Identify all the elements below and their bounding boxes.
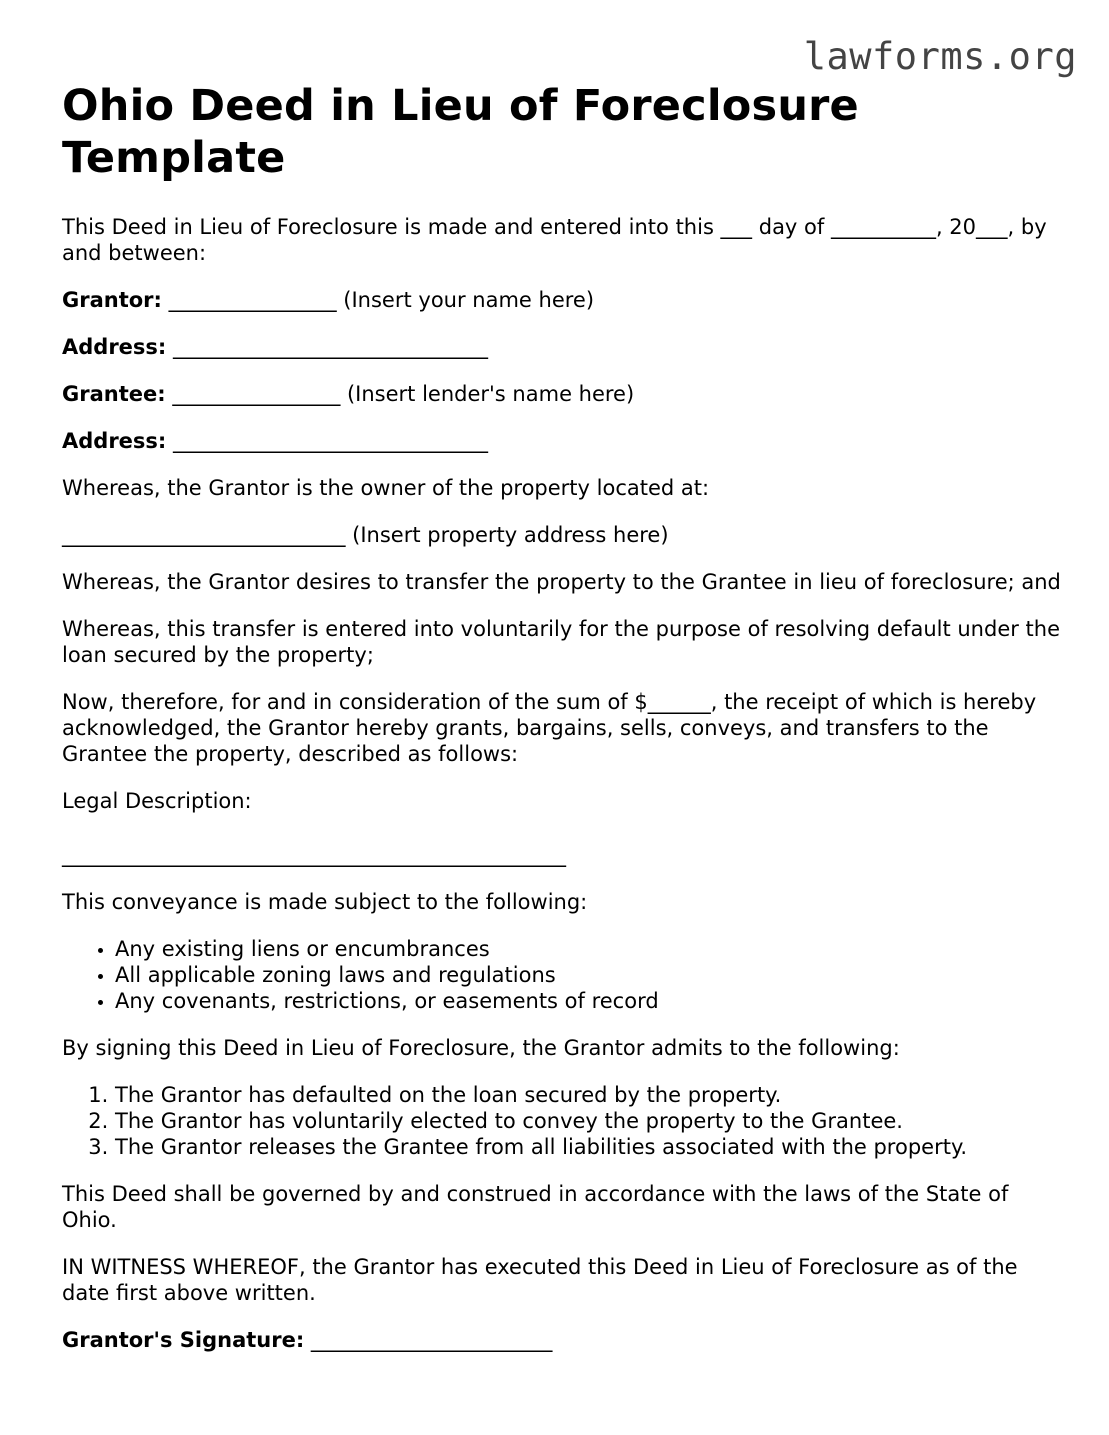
whereas-voluntary-paragraph: Whereas, this transfer is entered into voluntarily for the purpose of resolving default under the loan secured by the property; (62, 617, 1061, 667)
admits-intro-paragraph: By signing this Deed in Lieu of Foreclosure, the Grantor admits to the following: (62, 1036, 900, 1060)
witness-paragraph: IN WITNESS WHEREOF, the Grantor has executed this Deed in Lieu of Foreclosure as of the date first above written. (62, 1255, 1018, 1305)
grantor-label: Grantor: (62, 288, 162, 312)
grantor-value: ________________ (Insert your name here) (161, 288, 595, 312)
list-item: • Any existing liens or encumbrances (115, 936, 1062, 962)
grantor-address-value: ______________________________ (166, 335, 489, 359)
property-address-line: ___________________________ (Insert property address here) (62, 523, 669, 547)
grantee-address-value: ______________________________ (166, 429, 489, 453)
grantee-label: Grantee: (62, 382, 166, 406)
list-item: • Any covenants, restrictions, or easements of record (115, 988, 1062, 1014)
list-item: • All applicable zoning laws and regulations (115, 962, 1062, 988)
whereas-owner-paragraph: Whereas, the Grantor is the owner of the property located at: (62, 476, 710, 500)
signature-line (62, 1327, 1062, 1353)
list-item: 3. The Grantor releases the Grantee from all liabilities associated with the property. (115, 1134, 1062, 1160)
grantee-line (62, 381, 1062, 407)
subject-intro-paragraph: This conveyance is made subject to the following: (62, 890, 588, 914)
signature-value: _______________________ (304, 1328, 553, 1352)
grantee-address-label: Address: (62, 429, 167, 453)
page-title: Ohio Deed in Lieu of Foreclosure Template (62, 81, 859, 183)
consideration-paragraph: Now, therefore, for and in consideration of the sum of $______, the receipt of which is hereby acknowledged, the Grantor hereby grants, bargains, sells, conveys, and transfers to the Grantee the property, described as follows: (62, 690, 1037, 766)
legal-description-label: Legal Description: (62, 789, 252, 813)
grantee-value: ________________ (Insert lender's name here) (165, 382, 635, 406)
signature-label: Grantor's Signature: (62, 1328, 305, 1352)
whereas-transfer-paragraph: Whereas, the Grantor desires to transfer the property to the Grantee in lieu of foreclosure; and (62, 570, 1061, 594)
admits-list (62, 1082, 1062, 1160)
legal-description-line: ________________________________________________ (62, 843, 566, 867)
subject-list (62, 936, 1062, 1014)
list-item: 2. The Grantor has voluntarily elected to convey the property to the Grantee. (115, 1108, 1062, 1134)
document-page (62, 80, 1062, 1374)
watermark: lawforms.org (803, 35, 1077, 78)
grantor-address-label: Address: (62, 335, 167, 359)
grantor-address-line (62, 334, 1062, 360)
intro-paragraph: This Deed in Lieu of Foreclosure is made and entered into this ___ day of __________, 20___, by and between: (62, 215, 1047, 265)
list-item: 1. The Grantor has defaulted on the loan secured by the property. (115, 1082, 1062, 1108)
grantor-line (62, 287, 1062, 313)
governing-law-paragraph: This Deed shall be governed by and construed in accordance with the laws of the State of Ohio. (62, 1182, 1009, 1232)
grantee-address-line (62, 428, 1062, 454)
